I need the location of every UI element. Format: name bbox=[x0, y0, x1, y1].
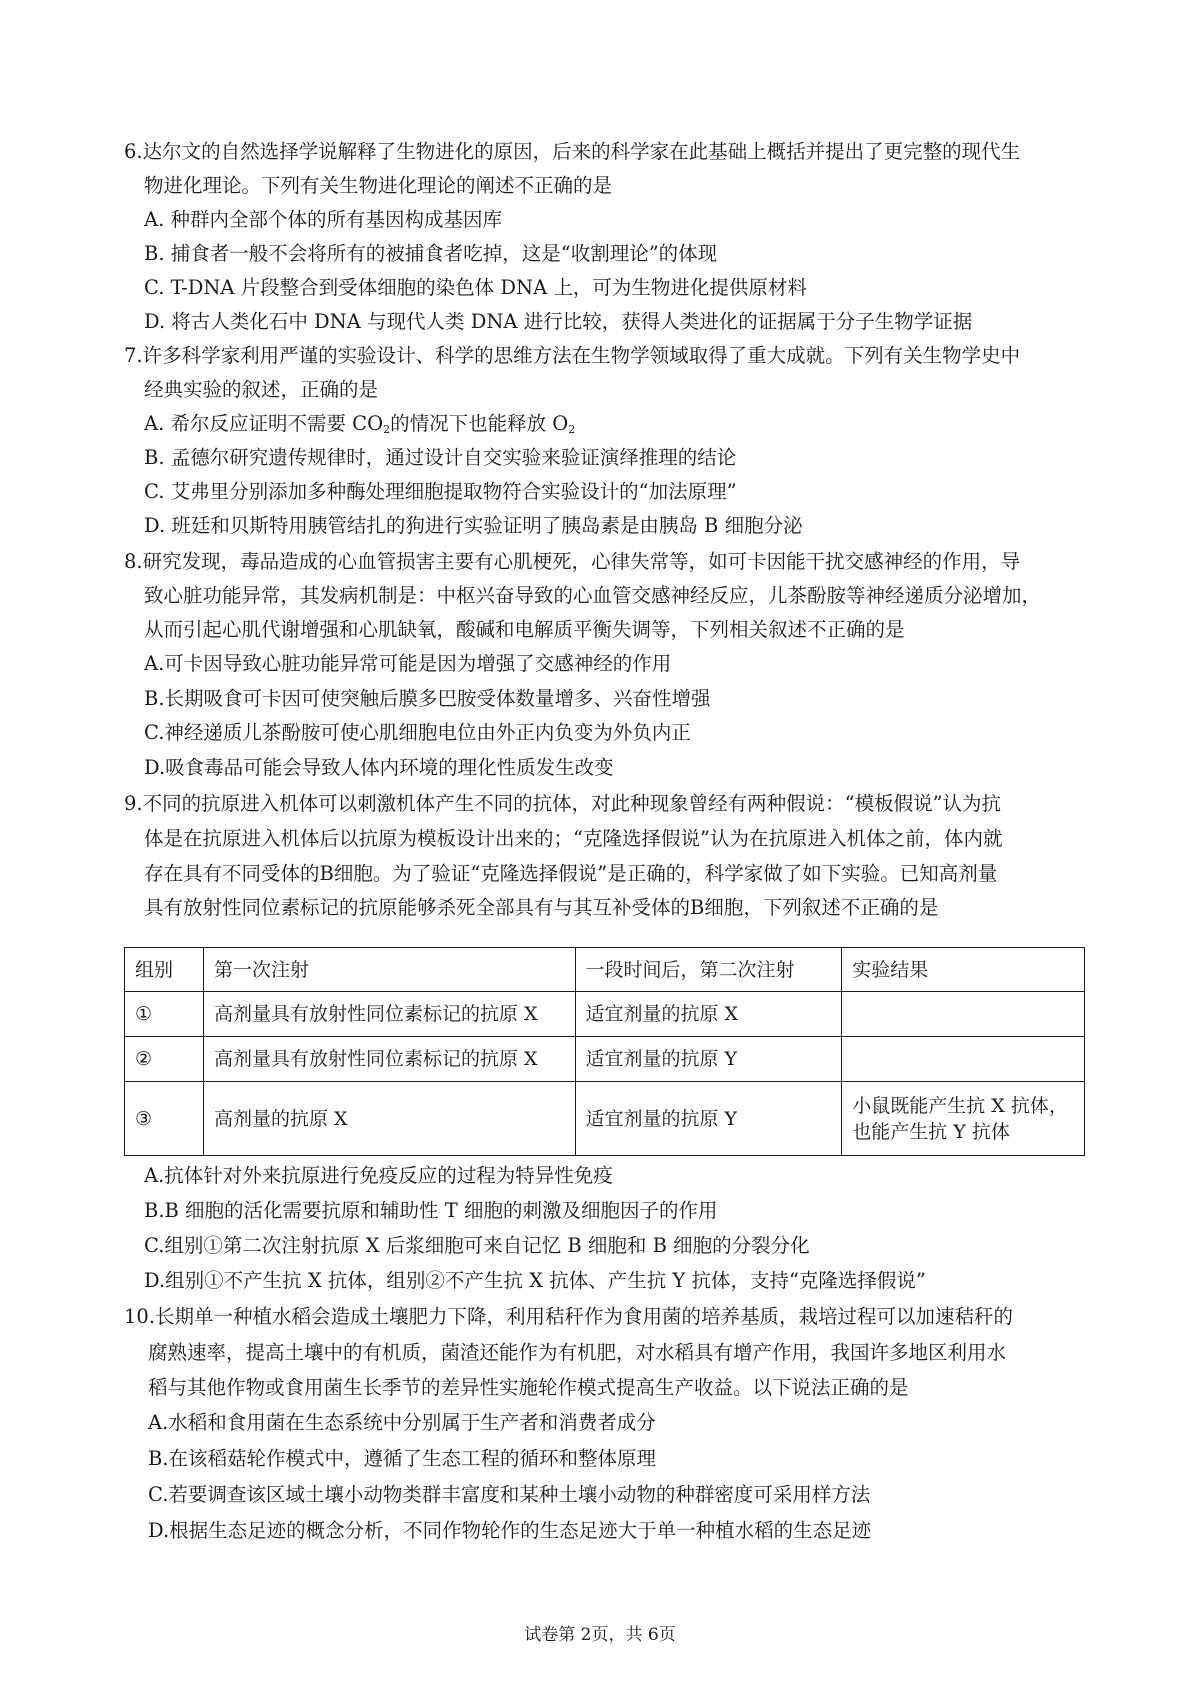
q8-stem-line-1: 8.研究发现，毒品造成的心血管损害主要有心肌梗死，心律失常等，如可卡因能干扰交感神经的作用，导 bbox=[124, 550, 1021, 573]
q9-stem-line-1: 9.不同的抗原进入机体可以刺激机体产生不同的抗体，对此种现象曾经有两种假说：“模板假说”认为抗 bbox=[124, 792, 1002, 815]
table-cell: 高剂量具有放射性同位素标记的抗原 X bbox=[203, 1037, 575, 1082]
q8-stem-line-2: 致心脏功能异常，其发病机制是：中枢兴奋导致的心血管交感神经反应，儿茶酚胺等神经递质分泌增加， bbox=[144, 584, 1042, 607]
q10-option-b: B.在该稻菇轮作模式中，遵循了生态工程的循环和整体原理 bbox=[148, 1447, 657, 1470]
table-cell: 小鼠既能产生抗 X 抗体，也能产生抗 Y 抗体 bbox=[842, 1082, 1085, 1156]
q6-option-c: C. T-DNA 片段整合到受体细胞的染色体 DNA 上，可为生物进化提供原材料 bbox=[144, 276, 807, 299]
q9-stem-line-4: 具有放射性同位素标记的抗原能够杀死全部具有与其互补受体的B细胞，下列叙述不正确的是 bbox=[144, 896, 939, 919]
q10-option-c: C.若要调查该区域土壤小动物类群丰富度和某种土壤小动物的种群密度可采用样方法 bbox=[148, 1483, 871, 1506]
q9-option-b: B.B 细胞的活化需要抗原和辅助性 T 细胞的刺激及细胞因子的作用 bbox=[144, 1199, 718, 1222]
q6-stem-line-1: 6.达尔文的自然选择学说解释了生物进化的原因，后来的科学家在此基础上概括并提出了更完整的现代生 bbox=[124, 140, 1021, 163]
q8-stem-line-3: 从而引起心肌代谢增强和心肌缺氧，酸碱和电解质平衡失调等，下列相关叙述不正确的是 bbox=[144, 618, 905, 641]
q6-stem-line-2: 物进化理论。下列有关生物进化理论的阐述不正确的是 bbox=[144, 174, 613, 197]
table-row bbox=[125, 1037, 1085, 1082]
q10-option-d: D.根据生态足迹的概念分析，不同作物轮作的生态足迹大于单一种植水稻的生态足迹 bbox=[148, 1519, 872, 1542]
q6-option-a: A. 种群内全部个体的所有基因构成基因库 bbox=[144, 208, 502, 231]
q10-stem-line-1: 10.长期单一种植水稻会造成土壤肥力下降，利用秸秆作为食用菌的培养基质，栽培过程可以加速秸秆的 bbox=[124, 1305, 1014, 1328]
q9-option-c: C.组别①第二次注射抗原 X 后浆细胞可来自记忆 B 细胞和 B 细胞的分裂分化 bbox=[144, 1234, 810, 1257]
table-cell: 适宜剂量的抗原 X bbox=[575, 992, 842, 1037]
q7-option-a-mid: 的情况下也能释放 O bbox=[390, 412, 569, 435]
q7-option-a bbox=[144, 411, 575, 443]
q7-option-a-pre: A. 希尔反应证明不需要 CO bbox=[144, 412, 384, 435]
q9-stem-line-2: 体是在抗原进入机体后以抗原为模板设计出来的；“克隆选择假说”认为在抗原进入机体之前，体内就 bbox=[144, 827, 1003, 850]
q10-stem-line-3: 稻与其他作物或食用菌生长季节的差异性实施轮作模式提高生产收益。以下说法正确的是 bbox=[148, 1376, 909, 1399]
q6-option-b: B. 捕食者一般不会将所有的被捕食者吃掉，这是“收割理论”的体现 bbox=[144, 242, 718, 265]
header-second-injection: 一段时间后，第二次注射 bbox=[575, 948, 842, 992]
header-group: 组别 bbox=[125, 948, 204, 992]
q8-option-c: C.神经递质儿茶酚胺可使心肌细胞电位由外正内负变为外负内正 bbox=[144, 721, 691, 744]
q7-option-b: B. 孟德尔研究遗传规律时，通过设计自交实验来验证演绎推理的结论 bbox=[144, 446, 737, 469]
page-footer: 试卷第 2页，共 6页 bbox=[524, 1625, 676, 1645]
q7-stem-line-2: 经典实验的叙述，正确的是 bbox=[144, 378, 379, 401]
table-cell bbox=[842, 1037, 1085, 1082]
q8-option-d: D.吸食毒品可能会导致人体内环境的理化性质发生改变 bbox=[144, 756, 614, 779]
o2-subscript: 2 bbox=[568, 423, 576, 436]
q9-option-a: A.抗体针对外来抗原进行免疫反应的过程为特异性免疫 bbox=[144, 1164, 613, 1187]
table-cell: 适宜剂量的抗原 Y bbox=[575, 1037, 842, 1082]
q9-option-d: D.组别①不产生抗 X 抗体，组别②不产生抗 X 抗体、产生抗 Y 抗体，支持“克隆选择假说” bbox=[144, 1269, 926, 1292]
q9-stem-line-3: 存在具有不同受体的B细胞。为了验证“克隆选择假说”是正确的，科学家做了如下实验。已知高剂量 bbox=[144, 862, 998, 885]
table-cell: ③ bbox=[125, 1082, 204, 1156]
header-first-injection: 第一次注射 bbox=[203, 948, 575, 992]
table-row bbox=[125, 992, 1085, 1037]
table-cell bbox=[842, 992, 1085, 1037]
q8-option-a: A.可卡因导致心脏功能异常可能是因为增强了交感神经的作用 bbox=[144, 652, 672, 675]
q6-option-d: D. 将古人类化石中 DNA 与现代人类 DNA 进行比较，获得人类进化的证据属于分子生物学证据 bbox=[144, 310, 973, 333]
header-result: 实验结果 bbox=[842, 948, 1085, 992]
table-cell: ② bbox=[125, 1037, 204, 1082]
q10-stem-line-2: 腐熟速率，提高土壤中的有机质，菌渣还能作为有机肥，对水稻具有增产作用，我国许多地区利用水 bbox=[148, 1341, 1007, 1364]
q10-option-a: A.水稻和食用菌在生态系统中分别属于生产者和消费者成分 bbox=[148, 1411, 656, 1434]
table-cell: 高剂量具有放射性同位素标记的抗原 X bbox=[203, 992, 575, 1037]
co2-subscript: 2 bbox=[383, 423, 391, 436]
q7-option-d: D. 班廷和贝斯特用胰管结扎的狗进行实验证明了胰岛素是由胰岛 B 细胞分泌 bbox=[144, 514, 803, 537]
experiment-table bbox=[124, 947, 1085, 1156]
table-cell: ① bbox=[125, 992, 204, 1037]
table-cell: 适宜剂量的抗原 Y bbox=[575, 1082, 842, 1156]
table-row bbox=[125, 1082, 1085, 1156]
q7-stem-line-1: 7.许多科学家利用严谨的实验设计、科学的思维方法在生物学领域取得了重大成就。下列有关生物学史中 bbox=[124, 344, 1021, 367]
table-cell: 高剂量的抗原 X bbox=[203, 1082, 575, 1156]
q8-option-b: B.长期吸食可卡因可使突触后膜多巴胺受体数量增多、兴奋性增强 bbox=[144, 687, 711, 710]
table-header-row bbox=[125, 948, 1085, 992]
q7-option-c: C. 艾弗里分别添加多种酶处理细胞提取物符合实验设计的“加法原理” bbox=[144, 480, 737, 503]
